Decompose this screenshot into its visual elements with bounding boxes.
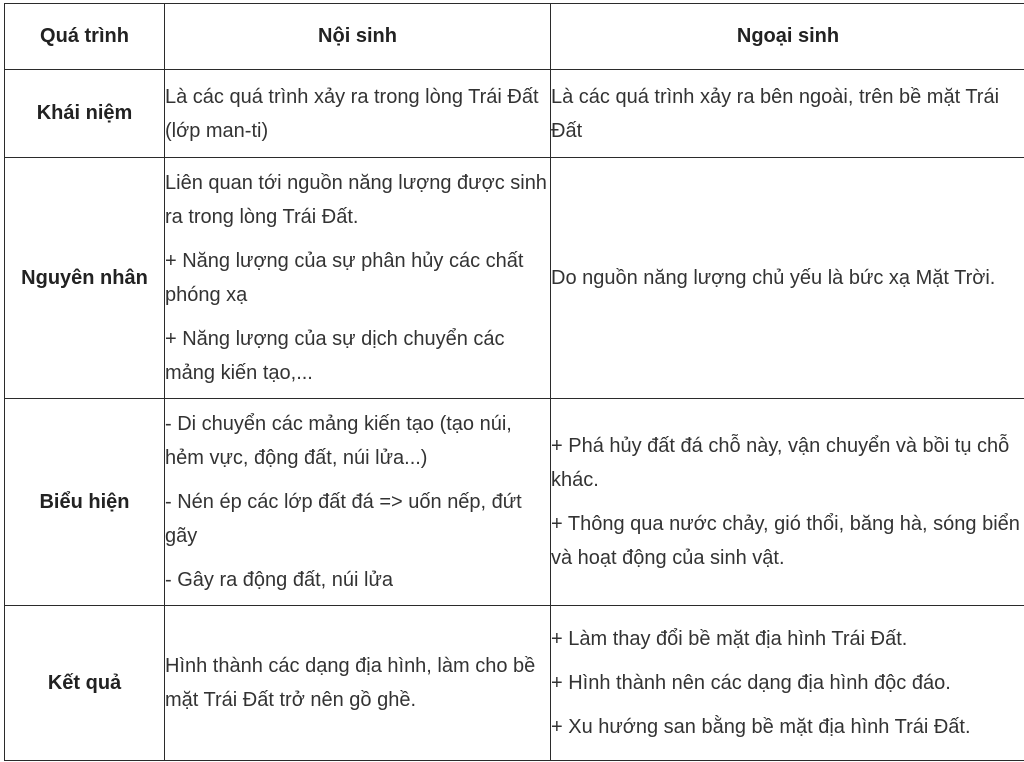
table-row	[5, 399, 1024, 606]
cell-text: Là các quá trình xảy ra trong lòng Trái Đất (lớp man-ti)	[165, 85, 539, 142]
row-label: Nguyên nhân	[5, 158, 165, 399]
table-row	[5, 70, 1024, 158]
row-label: Kết quả	[5, 606, 165, 761]
row-label: Khái niệm	[5, 70, 165, 158]
header-ngoai-sinh: Ngoại sinh	[551, 4, 1024, 70]
cell-text: - Di chuyển các mảng kiến tạo (tạo núi, hẻm vực, động đất, núi lửa...)	[165, 413, 512, 469]
cell-text: - Gây ra động đất, núi lửa	[165, 569, 393, 591]
cell-ngoai-sinh	[551, 158, 1024, 399]
row-label: Biểu hiện	[5, 399, 165, 606]
cell-ngoai-sinh	[551, 606, 1024, 761]
table-row	[5, 606, 1024, 761]
cell-text: - Nén ép các lớp đất đá => uốn nếp, đứt gãy	[165, 491, 522, 547]
cell-text: + Làm thay đổi bề mặt địa hình Trái Đất.	[551, 628, 908, 650]
cell-noi-sinh	[165, 606, 551, 761]
cell-noi-sinh	[165, 70, 551, 158]
cell-text: + Hình thành nên các dạng địa hình độc đáo.	[551, 672, 951, 694]
cell-text: + Năng lượng của sự dịch chuyển các mảng kiến tạo,...	[165, 328, 505, 384]
cell-text: Do nguồn năng lượng chủ yếu là bức xạ Mặt Trời.	[551, 267, 996, 289]
header-row	[5, 4, 1024, 70]
comparison-table	[4, 3, 1024, 761]
header-noi-sinh: Nội sinh	[165, 4, 551, 70]
cell-text: + Phá hủy đất đá chỗ này, vận chuyển và bồi tụ chỗ khác.	[551, 435, 1010, 491]
cell-ngoai-sinh	[551, 399, 1024, 606]
table-row	[5, 158, 1024, 399]
cell-text: Là các quá trình xảy ra bên ngoài, trên bề mặt Trái Đất	[551, 85, 1000, 142]
cell-text: + Xu hướng san bằng bề mặt địa hình Trái Đất.	[551, 716, 971, 738]
cell-text: Hình thành các dạng địa hình, làm cho bề mặt Trái Đất trở nên gồ ghề.	[165, 655, 536, 711]
cell-text: Liên quan tới nguồn năng lượng được sinh ra trong lòng Trái Đất.	[165, 172, 547, 228]
cell-text: + Thông qua nước chảy, gió thổi, băng hà, sóng biển và hoạt động của sinh vật.	[551, 513, 1020, 569]
cell-noi-sinh	[165, 158, 551, 399]
cell-noi-sinh	[165, 399, 551, 606]
header-process: Quá trình	[5, 4, 165, 70]
cell-text: + Năng lượng của sự phân hủy các chất phóng xạ	[165, 250, 524, 306]
cell-ngoai-sinh	[551, 70, 1024, 158]
